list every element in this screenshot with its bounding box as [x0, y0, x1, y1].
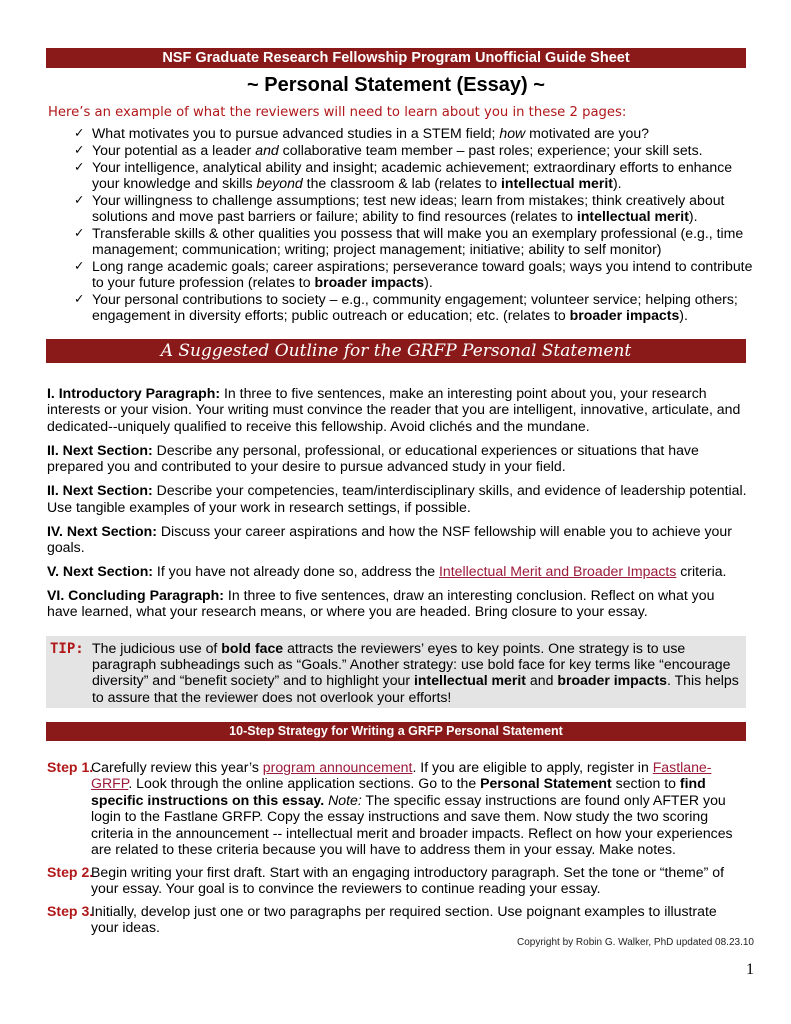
italic-text: how	[499, 125, 526, 141]
text-run: motivated are you?	[525, 125, 650, 141]
checklist-item	[74, 258, 754, 290]
outline-paragraph	[47, 442, 747, 475]
bold-text: II. Next Section:	[47, 441, 153, 458]
text-run: What motivates you to pursue advanced studies in a STEM field;	[92, 125, 500, 141]
outline-sections	[47, 385, 747, 627]
text-run: In three to five sentences, draw an interesting conclusion. Reflect on what you have learned, what your research means, or where you are headed. Bring closure to your essay.	[47, 587, 715, 620]
bold-text: bold face	[221, 640, 284, 656]
check-icon: ✓	[74, 257, 85, 273]
tip-box	[46, 636, 746, 708]
checklist-item	[74, 192, 754, 224]
text-run: ).	[679, 306, 688, 323]
text-run: . This helps to assure that the reviewer does not overlook your efforts!	[92, 672, 739, 705]
text-run: Your potential as a leader	[92, 141, 256, 158]
step-body	[91, 864, 724, 896]
check-icon: ✓	[74, 158, 85, 174]
bold-text: find specific instructions on this essay.	[91, 775, 706, 808]
italic-text: Note:	[328, 791, 362, 808]
steps-banner: 10-Step Strategy for Writing a GRFP Personal Statement	[46, 722, 746, 741]
checklist-item	[74, 291, 754, 323]
bold-text: I. Introductory Paragraph:	[47, 385, 221, 401]
check-icon: ✓	[74, 191, 85, 207]
italic-text: and	[255, 141, 279, 158]
copyright-note: Copyright by Robin G. Walker, PhD updated 08.23.10	[517, 937, 754, 948]
check-icon: ✓	[74, 290, 85, 306]
step-body	[91, 759, 733, 857]
bold-text: intellectual merit	[413, 672, 526, 689]
outline-paragraph	[47, 563, 747, 579]
bold-text: intellectual merit	[500, 174, 613, 191]
checklist-item	[74, 159, 754, 191]
bold-text: IV. Next Section:	[47, 522, 157, 539]
document-link[interactable]: Intellectual Merit and Broader Impacts	[438, 563, 677, 580]
text-run: The judicious use of	[92, 640, 222, 656]
intro-line: Here’s an example of what the reviewers will need to learn about you in these 2 pages:	[48, 105, 627, 120]
text-run: and	[525, 672, 558, 689]
document-link[interactable]: program announcement	[262, 759, 413, 775]
step-label: Step 1.	[47, 759, 94, 775]
bold-text: VI. Concluding Paragraph:	[47, 587, 224, 604]
guide-banner: NSF Graduate Research Fellowship Program Unofficial Guide Sheet	[46, 48, 746, 68]
checklist-item	[74, 142, 754, 158]
bold-text: Personal Statement	[480, 775, 612, 792]
text-run: Describe any personal, professional, or educational experiences or situations that have prepared you and contributed to your desire to pursue advanced study in your field.	[47, 441, 699, 475]
check-icon: ✓	[74, 125, 85, 140]
bold-text: broader impacts	[314, 273, 425, 290]
tip-text	[92, 640, 740, 705]
text-run: the classroom & lab (relates to	[302, 174, 501, 191]
step-item	[47, 864, 747, 897]
check-icon: ✓	[74, 141, 85, 157]
text-run: criteria.	[676, 563, 727, 580]
text-run: ).	[688, 207, 698, 224]
text-run: Your willingness to challenge assumptions; test new ideas; learn from mistakes; think creatively about solutions and move past barriers or failure; ability to find resources (relates to	[92, 191, 725, 224]
text-run: Your personal contributions to society – e.g., community engagement; volunteer service; helping others; engagement in diversity efforts; public outreach or education; etc. (relates to	[92, 290, 738, 323]
text-run: Discuss your career aspirations and how the NSF fellowship will enable you to achieve your goals.	[47, 522, 732, 556]
text-run: Long range academic goals; career aspirations; perseverance toward goals; ways you intend to contribute to your future profession (relates to	[92, 257, 753, 290]
text-run: Transferable skills & other qualities you possess that will make you an exemplary professional (e.g., time management; communication; writing; project management; initiative; ability to self monitor)	[92, 224, 744, 257]
tip-label: TIP:	[50, 641, 84, 657]
text-run: Your intelligence, analytical ability and insight; academic achievement; extraordinary efforts to enhance your knowledge and skills	[92, 158, 733, 191]
reviewer-checklist	[74, 125, 754, 324]
text-run: Initially, develop just one or two paragraphs per required section. Use poignant examples to illustrate your ideas.	[91, 903, 717, 936]
italic-text: beyond	[256, 174, 303, 191]
step-label: Step 3.	[47, 903, 94, 920]
step-item	[47, 759, 747, 857]
text-run: section to	[611, 775, 680, 792]
step-item	[47, 903, 747, 936]
steps-list	[47, 759, 747, 942]
text-run: ).	[612, 174, 622, 191]
outline-paragraph	[47, 523, 747, 556]
step-label: Step 2.	[47, 863, 94, 880]
text-run: . If you are eligible to apply, register in	[412, 759, 653, 775]
step-body	[91, 903, 717, 935]
outline-paragraph	[47, 587, 747, 620]
bold-text: broader impacts	[557, 672, 667, 689]
checklist-item	[74, 225, 754, 257]
bold-text: II. Next Section:	[47, 482, 153, 499]
checklist-item	[74, 125, 754, 141]
text-run: Carefully review this year’s	[91, 759, 263, 775]
check-icon: ✓	[74, 224, 85, 240]
text-run: The specific essay instructions are found only AFTER you login to the Fastlane GRFP. Copy the essay instructions and save them. Now study the two scoring criteria in the announcement -- intellectual merit and broader impacts. Reflect on how your experiences are related to these criteria because you will have to address them in your essay. Make notes.	[91, 791, 733, 858]
text-run: . Look through the online application sections. Go to the	[128, 775, 481, 792]
bold-text: broader impacts	[569, 306, 680, 323]
text-run: collaborative team member – past roles; experience; your skill sets.	[278, 141, 703, 158]
text-run: If you have not already done so, address the	[153, 563, 439, 580]
text-run: In three to five sentences, make an interesting point about you, your research interests or your vision. Your writing must convince the reader that you are intelligent, innovative, articulate, and dedicated--uniquely qualified to receive this fellowship. Avoid clichés and the mundane.	[47, 385, 741, 434]
bold-text: V. Next Section:	[47, 563, 153, 580]
outline-paragraph	[47, 482, 747, 515]
page-number: 1	[746, 961, 754, 978]
outline-paragraph	[47, 385, 747, 434]
bold-text: intellectual merit	[576, 207, 689, 224]
text-run: Begin writing your first draft. Start with an engaging introductory paragraph. Set the tone or “theme” of your essay. Your goal is to convince the reviewers to continue reading your essay.	[91, 863, 724, 897]
text-run: ).	[424, 273, 433, 290]
outline-banner: A Suggested Outline for the GRFP Personal Statement	[46, 339, 746, 363]
page-title: ~ Personal Statement (Essay) ~	[247, 74, 545, 96]
text-run: Describe your competencies, team/interdisciplinary skills, and evidence of leadership potential. Use tangible examples of your work in research settings, if possible.	[47, 482, 747, 515]
document-link[interactable]: Fastlane-GRFP	[91, 759, 712, 792]
text-run: attracts the reviewers’ eyes to key points. One strategy is to use paragraph subheadings such as “Goals.” Another strategy: use bold face for key terms like “encourage diversity” and “benefit society” and to highlight your	[92, 640, 731, 689]
